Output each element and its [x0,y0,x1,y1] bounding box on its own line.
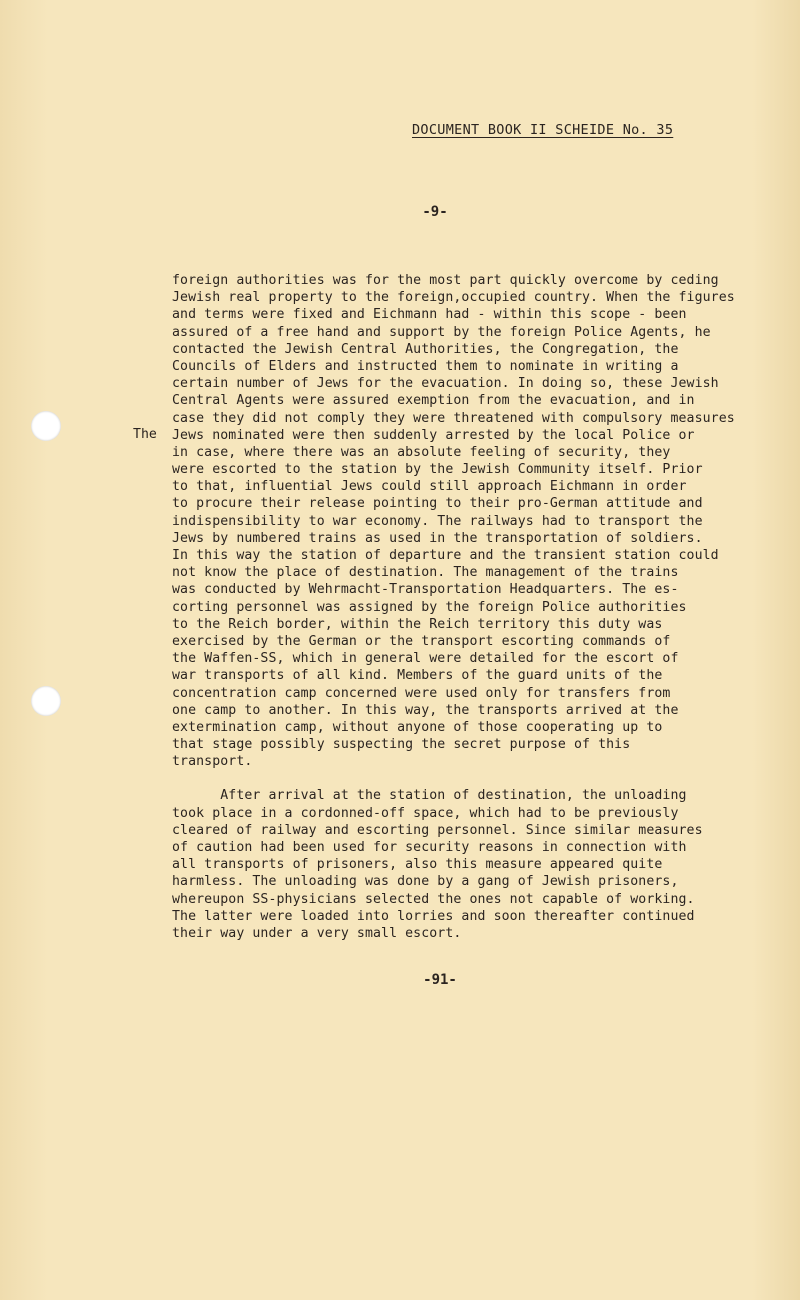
body-text [172,272,772,942]
text-line: Jews nominated were then suddenly arrested by the local Police or [172,427,695,443]
text-line: concentration camp concerned were used only for transfers from [172,685,671,701]
text-line: that stage possibly suspecting the secret purpose of this [172,737,631,753]
text-line: transport. [172,754,253,770]
text-line: Jews by numbered trains as used in the transportation of soldiers. [172,530,703,546]
punch-hole-top [31,411,61,441]
text-line: to procure their release pointing to their pro-German attitude and [172,496,703,512]
text-line: After arrival at the station of destination, the unloading [172,788,687,804]
text-line: one camp to another. In this way, the transports arrived at the [172,702,679,718]
text-line: all transports of prisoners, also this measure appeared quite [172,857,663,873]
text-line: exercised by the German or the transport escorting commands of [172,633,671,649]
text-line: and terms were fixed and Eichmann had - within this scope - been [172,307,687,323]
text-line: Councils of Elders and instructed them to nominate in writing a [172,358,679,374]
text-line: of caution had been used for security reasons in connection with [172,840,687,855]
text-line: to the Reich border, within the Reich territory this duty was [172,616,663,632]
text-line: Central Agents were assured exemption from the evacuation, and in [172,393,695,409]
text-line: corting personnel was assigned by the foreign Police authorities [172,599,687,615]
text-line: foreign authorities was for the most part quickly overcome by ceding [172,273,719,288]
text-line: indispensibility to war economy. The railways had to transport the [172,513,703,529]
text-line: cleared of railway and escorting personnel. Since similar measures [172,822,703,838]
text-line: In this way the station of departure and the transient station could [172,548,719,563]
text-line: whereupon SS-physicians selected the ones not capable of working. [172,891,695,907]
text-line: took place in a cordonned-off space, which had to be previously [172,805,679,821]
punch-hole-bottom [31,686,61,716]
text-line: harmless. The unloading was done by a gang of Jewish prisoners, [172,874,679,890]
page-marker: -9- [422,204,448,220]
paragraph-1 [172,272,772,770]
text-line: not know the place of destination. The management of the trains [172,565,679,581]
text-line: war transports of all kind. Members of the guard units of the [172,668,663,684]
text-line: their way under a very small escort. [172,925,462,941]
document-header: DOCUMENT BOOK II SCHEIDE No. 35 [412,122,674,138]
text-line: extermination camp, without anyone of those cooperating up to [172,719,663,735]
text-line: in case, where there was an absolute feeling of security, they [172,444,671,460]
text-line: The latter were loaded into lorries and soon thereafter continued [172,908,695,924]
text-line: the Waffen-SS, which in general were detailed for the escort of [172,651,679,667]
text-line: contacted the Jewish Central Authorities, the Congregation, the [172,341,679,357]
text-line: were escorted to the station by the Jewish Community itself. Prior [172,462,703,478]
page-number: -91- [423,972,457,988]
text-line: certain number of Jews for the evacuation. In doing so, these Jewish [172,376,719,392]
marginal-note: The [133,427,157,442]
text-line: was conducted by Wehrmacht-Transportation Headquarters. The es- [172,582,679,598]
text-line: assured of a free hand and support by the foreign Police Agents, he [172,324,711,340]
text-line: to that, influential Jews could still approach Eichmann in order [172,479,687,495]
paragraph-2 [172,787,772,942]
text-line: Jewish real property to the foreign,occupied country. When the figures [172,290,735,306]
text-line: case they did not comply they were threatened with compulsory measures [172,410,735,426]
